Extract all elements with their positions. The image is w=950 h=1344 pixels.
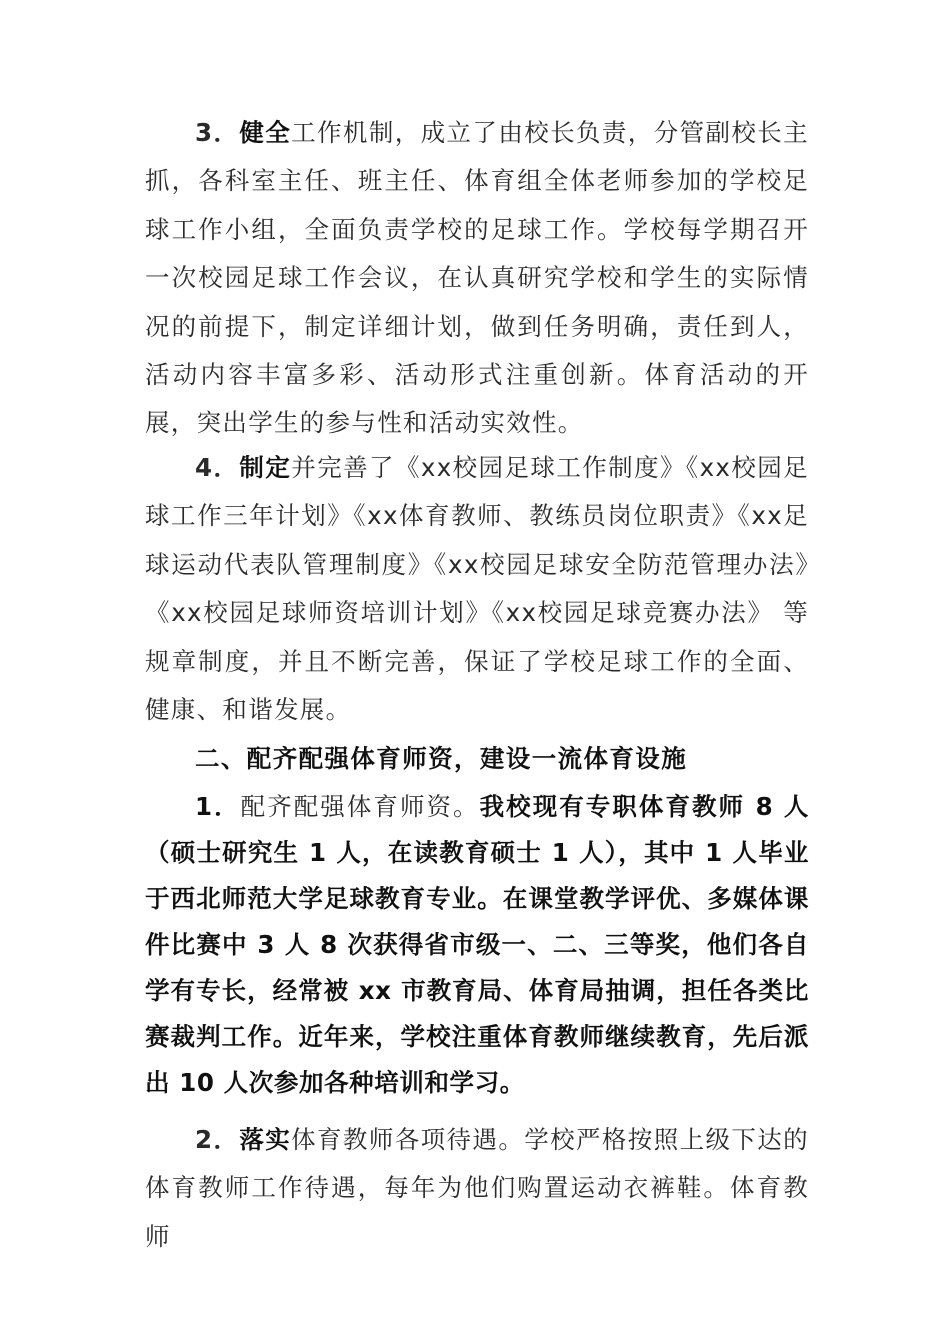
paragraph-lead: 配齐配强体育师资。	[240, 792, 480, 821]
paragraph-lead: 落实	[239, 1125, 292, 1154]
paragraph-3	[145, 109, 809, 448]
paragraph-number: 1．	[195, 792, 241, 821]
paragraph-lead: 制定	[239, 453, 292, 482]
paragraph-body: 我校现有专职体育教师 8 人（硕士研究生 1 人，在读教育硕士 1 人），其中 1 人毕业于西北师范大学足球教育专业。在课堂教学评优、多媒体课件比赛中 3 人 8 次获得省市级一、二、三等奖，他们各自学有专长，经常被 xx 市教育局、体育局抽调，担任各类比赛裁判工作。近年来，学校注重体育教师继续教育，先后派出 10 人次参加各种培训和学习。	[145, 792, 810, 1097]
paragraph-lead: 健全	[239, 118, 292, 147]
paragraph-4	[145, 444, 809, 734]
paragraph-body: 体育教师各项待遇。学校严格按照上级下达的体育教师工作待遇，每年为他们购置运动衣裤鞋。体育教师	[145, 1125, 809, 1251]
paragraph-number: 3．	[195, 118, 240, 147]
section-heading: 二、配齐配强体育师资，建设一流体育设施	[195, 744, 688, 773]
paragraph-body: 并完善了《xx校园足球工作制度》《xx校园足球工作三年计划》《xx体育教师、教练员岗位职责》《xx足球运动代表队管理制度》《xx校园足球安全防范管理办法》《xx校园足球师资培训计划》《xx校园足球竞赛办法》 等规章制度，并且不断完善，保证了学校足球工作的全面、健康、和谐发展。	[145, 453, 809, 725]
paragraph-b2	[145, 1116, 809, 1261]
paragraph-b1	[145, 784, 809, 1106]
paragraph-number: 4．	[195, 453, 240, 482]
paragraph-body: 工作机制，成立了由校长负责，分管副校长主抓，各科室主任、班主任、体育组全体老师参加的学校足球工作小组，全面负责学校的足球工作。学校每学期召开一次校园足球工作会议，在认真研究学校和学生的实际情况的前提下，制定详细计划，做到任务明确，责任到人，活动内容丰富多彩、活动形式注重创新。体育活动的开展，突出学生的参与性和活动实效性。	[145, 118, 809, 438]
paragraph-number: 2．	[195, 1125, 240, 1154]
